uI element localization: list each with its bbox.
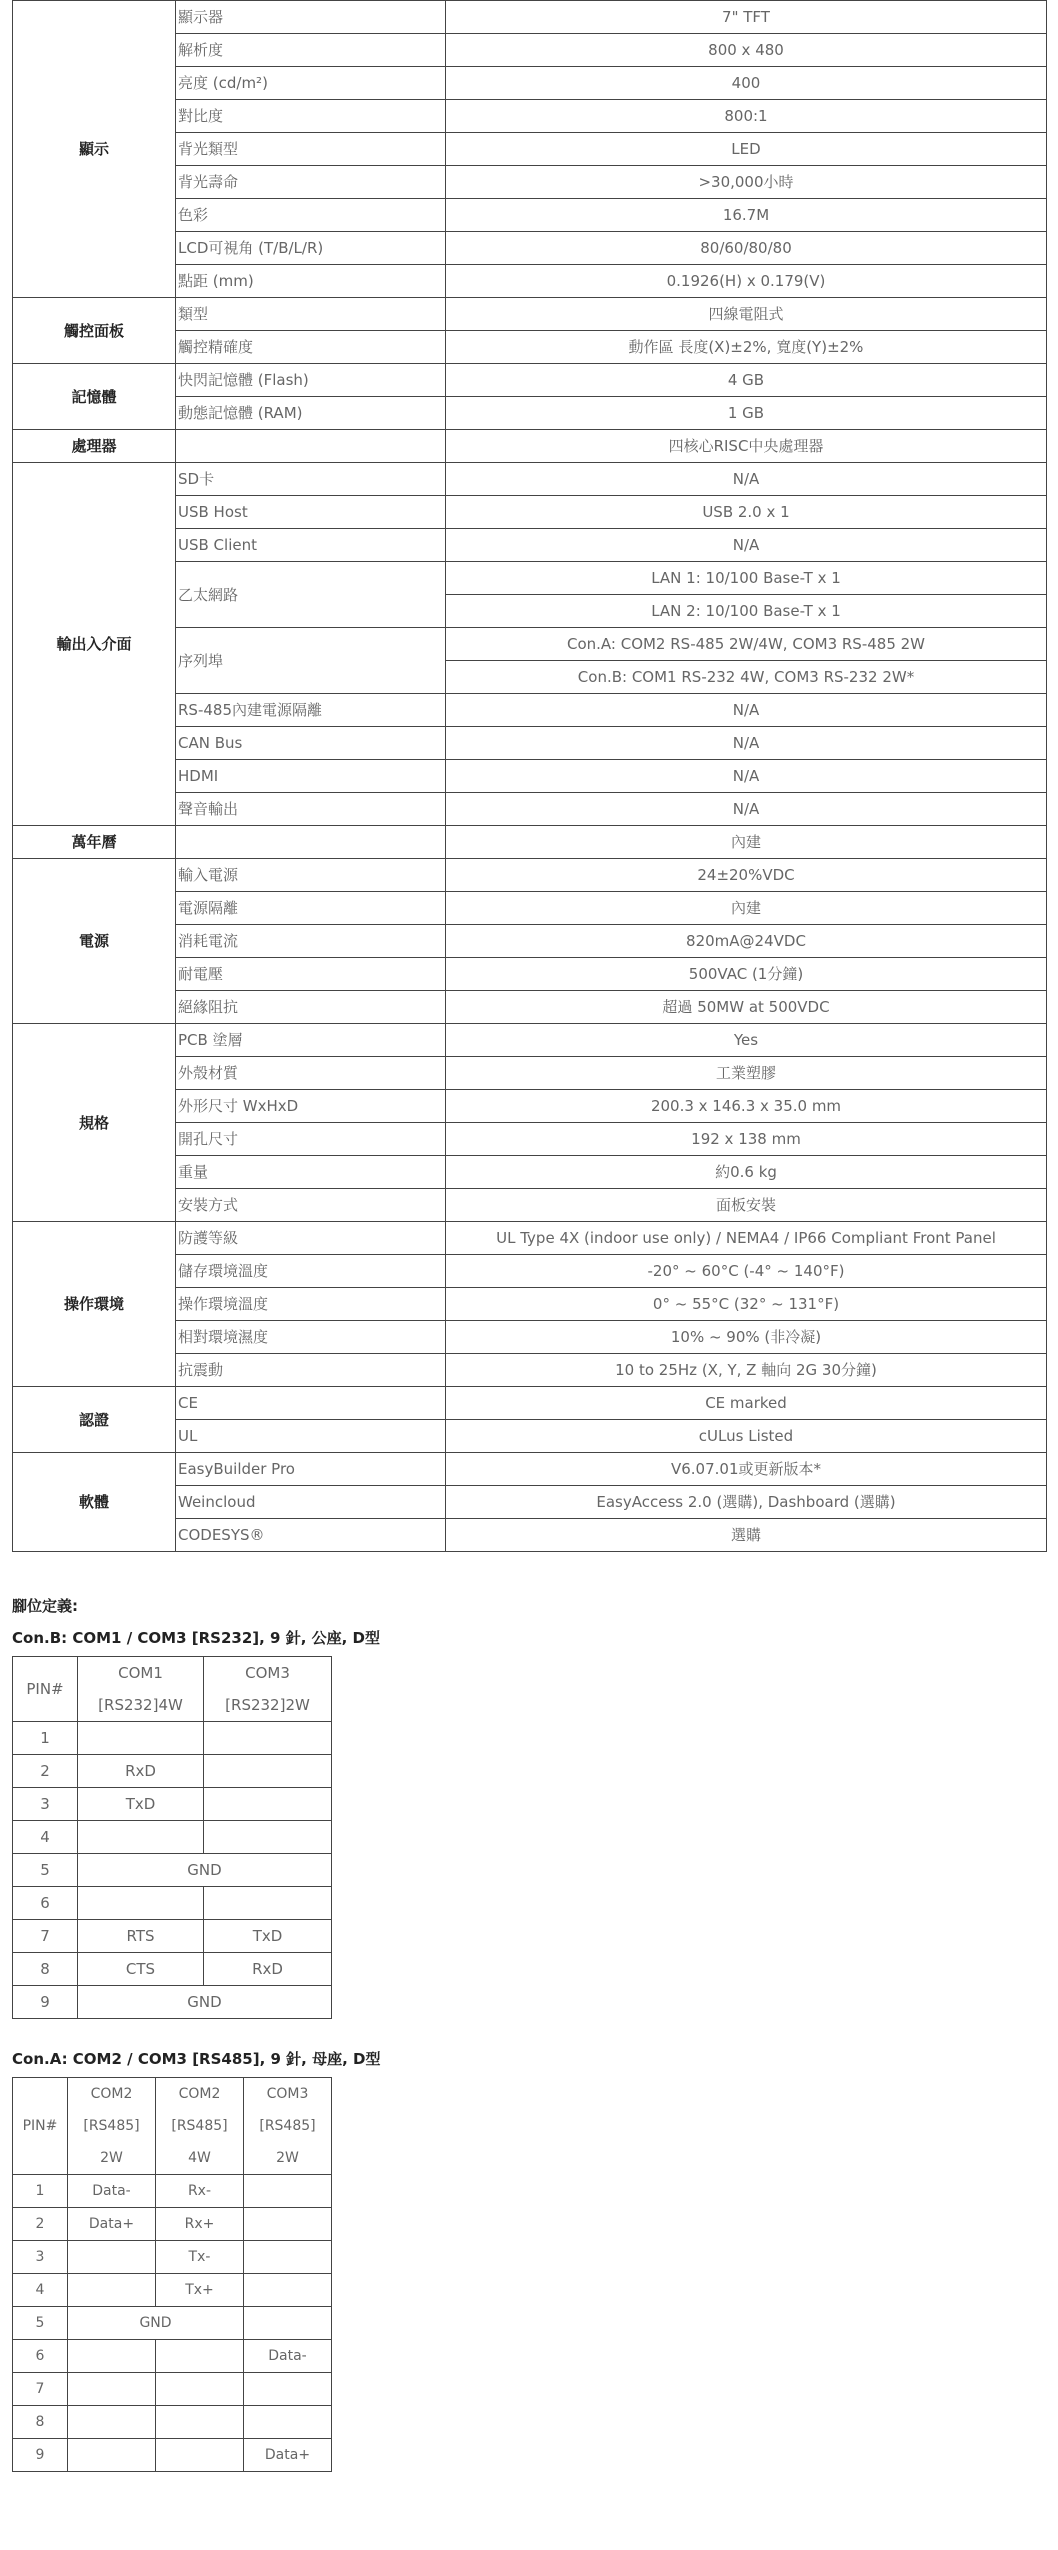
pin-signal <box>68 2373 156 2406</box>
pin-signal: Data+ <box>244 2439 332 2472</box>
spec-value: 0° ~ 55°C (32° ~ 131°F) <box>446 1288 1047 1321</box>
pin-signal <box>204 1755 332 1788</box>
pin-signal <box>244 2307 332 2340</box>
spec-value: N/A <box>446 793 1047 826</box>
spec-value: 800 x 480 <box>446 34 1047 67</box>
spec-row <box>13 430 1047 463</box>
spec-row <box>13 463 1047 496</box>
pin-signal: Tx+ <box>156 2274 244 2307</box>
spec-value: 面板安裝 <box>446 1189 1047 1222</box>
pin-number: 3 <box>13 2241 68 2274</box>
column-header-line: 4W <box>188 2150 211 2166</box>
spec-value: 內建 <box>446 892 1047 925</box>
pin-column-header <box>244 2078 332 2175</box>
spec-item: 外形尺寸 WxHxD <box>176 1090 446 1123</box>
spec-item: 亮度 (cd/m²) <box>176 67 446 100</box>
pin-header-row <box>13 1657 332 1722</box>
spec-value: 10% ~ 90% (非冷凝) <box>446 1321 1047 1354</box>
pin-signal <box>156 2439 244 2472</box>
con-a-pin-table <box>12 2077 332 2472</box>
pin-row <box>13 2175 332 2208</box>
spec-item: 對比度 <box>176 100 446 133</box>
spec-item: 外殼材質 <box>176 1057 446 1090</box>
pin-row <box>13 1986 332 2019</box>
spec-value: 超過 50MW at 500VDC <box>446 991 1047 1024</box>
spec-row <box>13 364 1047 397</box>
spec-item: LCD可視角 (T/B/L/R) <box>176 232 446 265</box>
pin-header: PIN# <box>13 1657 78 1722</box>
column-header-line: [RS485] <box>259 2118 316 2134</box>
spec-value: 約0.6 kg <box>446 1156 1047 1189</box>
spec-value: 四線電阻式 <box>446 298 1047 331</box>
spec-value: N/A <box>446 463 1047 496</box>
category-environment: 操作環境 <box>13 1222 176 1387</box>
pin-signal: RxD <box>78 1755 204 1788</box>
spec-row <box>13 1453 1047 1486</box>
pin-row <box>13 1920 332 1953</box>
pin-number: 1 <box>13 1722 78 1755</box>
spec-item: 色彩 <box>176 199 446 232</box>
spec-value: 內建 <box>446 826 1047 859</box>
category-software: 軟體 <box>13 1453 176 1552</box>
spec-value: 500VAC (1分鐘) <box>446 958 1047 991</box>
column-header-line: COM2 <box>90 2086 133 2102</box>
pin-number: 6 <box>13 1887 78 1920</box>
pin-row <box>13 2307 332 2340</box>
pin-column-header <box>78 1657 204 1722</box>
category-spec: 規格 <box>13 1024 176 1222</box>
pin-row <box>13 1887 332 1920</box>
pin-number: 9 <box>13 1986 78 2019</box>
pin-column-header <box>68 2078 156 2175</box>
spec-item <box>176 826 446 859</box>
spec-value: 0.1926(H) x 0.179(V) <box>446 265 1047 298</box>
spec-row <box>13 1024 1047 1057</box>
category-memory: 記憶體 <box>13 364 176 430</box>
pin-signal <box>244 2175 332 2208</box>
column-header-line: [RS232]2W <box>225 1696 310 1714</box>
spec-item: 背光類型 <box>176 133 446 166</box>
pin-row <box>13 2373 332 2406</box>
pin-signal <box>244 2274 332 2307</box>
pin-signal: RTS <box>78 1920 204 1953</box>
spec-value: LED <box>446 133 1047 166</box>
spec-item: 電源隔離 <box>176 892 446 925</box>
spec-value: Con.A: COM2 RS-485 2W/4W, COM3 RS-485 2W <box>446 628 1047 661</box>
spec-value: 16.7M <box>446 199 1047 232</box>
column-header-line: COM1 <box>118 1664 163 1682</box>
spec-item: 序列埠 <box>176 628 446 694</box>
category-certification: 認證 <box>13 1387 176 1453</box>
spec-item <box>176 430 446 463</box>
pin-number: 3 <box>13 1788 78 1821</box>
spec-item: USB Host <box>176 496 446 529</box>
pin-column-header <box>204 1657 332 1722</box>
spec-value: V6.07.01或更新版本* <box>446 1453 1047 1486</box>
pin-signal <box>244 2373 332 2406</box>
pin-signal: Data+ <box>68 2208 156 2241</box>
pin-number: 5 <box>13 2307 68 2340</box>
pin-signal <box>68 2340 156 2373</box>
pin-signal: RxD <box>204 1953 332 1986</box>
pin-row <box>13 1788 332 1821</box>
pin-signal <box>68 2439 156 2472</box>
spec-item: 重量 <box>176 1156 446 1189</box>
pin-number: 1 <box>13 2175 68 2208</box>
spec-value: USB 2.0 x 1 <box>446 496 1047 529</box>
spec-item: UL <box>176 1420 446 1453</box>
pin-number: 5 <box>13 1854 78 1887</box>
pin-signal: GND <box>68 2307 244 2340</box>
spec-value: LAN 1: 10/100 Base-T x 1 <box>446 562 1047 595</box>
pin-signal <box>244 2406 332 2439</box>
pin-row <box>13 1953 332 1986</box>
pin-signal <box>68 2241 156 2274</box>
pin-row <box>13 1854 332 1887</box>
pin-signal <box>204 1788 332 1821</box>
spec-value: Con.B: COM1 RS-232 4W, COM3 RS-232 2W* <box>446 661 1047 694</box>
pin-signal: Rx- <box>156 2175 244 2208</box>
spec-item: 消耗電流 <box>176 925 446 958</box>
column-header-line: 2W <box>276 2150 299 2166</box>
spec-value: 1 GB <box>446 397 1047 430</box>
pin-signal <box>156 2373 244 2406</box>
spec-value: 10 to 25Hz (X, Y, Z 軸向 2G 30分鐘) <box>446 1354 1047 1387</box>
spec-item: 開孔尺寸 <box>176 1123 446 1156</box>
spec-row <box>13 859 1047 892</box>
pin-signal <box>156 2340 244 2373</box>
spec-value: 工業塑膠 <box>446 1057 1047 1090</box>
pin-number: 2 <box>13 1755 78 1788</box>
pin-number: 7 <box>13 2373 68 2406</box>
spec-item: PCB 塗層 <box>176 1024 446 1057</box>
category-display: 顯示 <box>13 1 176 298</box>
spec-value: 24±20%VDC <box>446 859 1047 892</box>
pin-number: 8 <box>13 2406 68 2439</box>
pin-number: 7 <box>13 1920 78 1953</box>
pin-row <box>13 1821 332 1854</box>
spec-item: 耐電壓 <box>176 958 446 991</box>
spec-item: 輸入電源 <box>176 859 446 892</box>
pin-number: 4 <box>13 2274 68 2307</box>
pin-row <box>13 2241 332 2274</box>
spec-item: 觸控精確度 <box>176 331 446 364</box>
spec-item: 抗震動 <box>176 1354 446 1387</box>
column-header-line: [RS485] <box>83 2118 140 2134</box>
pin-signal <box>78 1821 204 1854</box>
spec-value: 4 GB <box>446 364 1047 397</box>
pin-column-header <box>156 2078 244 2175</box>
spec-value: cULus Listed <box>446 1420 1047 1453</box>
spec-row <box>13 1387 1047 1420</box>
pin-signal: Rx+ <box>156 2208 244 2241</box>
spec-item: SD卡 <box>176 463 446 496</box>
category-rtc: 萬年曆 <box>13 826 176 859</box>
spec-value: 400 <box>446 67 1047 100</box>
spec-value: N/A <box>446 694 1047 727</box>
spec-value: LAN 2: 10/100 Base-T x 1 <box>446 595 1047 628</box>
pin-signal <box>68 2406 156 2439</box>
spec-item: CE <box>176 1387 446 1420</box>
pin-signal: TxD <box>204 1920 332 1953</box>
pin-row <box>13 2439 332 2472</box>
spec-value: 800:1 <box>446 100 1047 133</box>
pin-definition-title: 腳位定義: <box>12 1597 78 1615</box>
spec-value: 820mA@24VDC <box>446 925 1047 958</box>
spec-item: HDMI <box>176 760 446 793</box>
spec-item: CAN Bus <box>176 727 446 760</box>
spec-item: RS-485內建電源隔離 <box>176 694 446 727</box>
spec-value: UL Type 4X (indoor use only) / NEMA4 / IP66 Compliant Front Panel <box>446 1222 1047 1255</box>
spec-item: 相對環境濕度 <box>176 1321 446 1354</box>
pin-signal <box>156 2406 244 2439</box>
pin-number: 4 <box>13 1821 78 1854</box>
pin-row <box>13 2274 332 2307</box>
spec-item: 儲存環境溫度 <box>176 1255 446 1288</box>
spec-item: 乙太網路 <box>176 562 446 628</box>
spec-item: Weincloud <box>176 1486 446 1519</box>
pin-signal: TxD <box>78 1788 204 1821</box>
pin-signal: GND <box>78 1986 332 2019</box>
spec-row <box>13 826 1047 859</box>
pin-row <box>13 2340 332 2373</box>
category-power: 電源 <box>13 859 176 1024</box>
pin-signal <box>68 2274 156 2307</box>
spec-row <box>13 298 1047 331</box>
spec-value: >30,000小時 <box>446 166 1047 199</box>
spec-value: N/A <box>446 760 1047 793</box>
spec-value: 選購 <box>446 1519 1047 1552</box>
spec-item: 操作環境溫度 <box>176 1288 446 1321</box>
pin-row <box>13 2208 332 2241</box>
column-header-line: [RS485] <box>171 2118 228 2134</box>
con-b-title: Con.B: COM1 / COM3 [RS232], 9 針, 公座, D型 <box>12 1629 380 1647</box>
con-a-title: Con.A: COM2 / COM3 [RS485], 9 針, 母座, D型 <box>12 2050 381 2068</box>
spec-table <box>12 0 1047 1552</box>
spec-item: 解析度 <box>176 34 446 67</box>
spec-item: 防護等級 <box>176 1222 446 1255</box>
pin-number: 9 <box>13 2439 68 2472</box>
spec-item: 聲音輸出 <box>176 793 446 826</box>
pin-row <box>13 1722 332 1755</box>
pin-signal <box>244 2208 332 2241</box>
pin-signal <box>78 1887 204 1920</box>
spec-item: 背光壽命 <box>176 166 446 199</box>
spec-value: 80/60/80/80 <box>446 232 1047 265</box>
pin-signal: Tx- <box>156 2241 244 2274</box>
pin-signal: Data- <box>68 2175 156 2208</box>
pin-signal <box>204 1821 332 1854</box>
spec-item: 顯示器 <box>176 1 446 34</box>
spec-item: 類型 <box>176 298 446 331</box>
pin-number: 6 <box>13 2340 68 2373</box>
spec-item: EasyBuilder Pro <box>176 1453 446 1486</box>
category-processor: 處理器 <box>13 430 176 463</box>
pin-header: PIN# <box>13 2078 68 2175</box>
pin-signal: GND <box>78 1854 332 1887</box>
pin-number: 8 <box>13 1953 78 1986</box>
column-header-line: [RS232]4W <box>98 1696 183 1714</box>
spec-value: CE marked <box>446 1387 1047 1420</box>
spec-row <box>13 1222 1047 1255</box>
spec-value: 四核心RISC中央處理器 <box>446 430 1047 463</box>
spec-value: 7" TFT <box>446 1 1047 34</box>
spec-item: 安裝方式 <box>176 1189 446 1222</box>
category-touch-panel: 觸控面板 <box>13 298 176 364</box>
spec-value: 動作區 長度(X)±2%, 寬度(Y)±2% <box>446 331 1047 364</box>
spec-item: CODESYS® <box>176 1519 446 1552</box>
column-header-line: COM3 <box>266 2086 309 2102</box>
spec-item: 快閃記憶體 (Flash) <box>176 364 446 397</box>
pin-row <box>13 2406 332 2439</box>
pin-row <box>13 1755 332 1788</box>
spec-value: -20° ~ 60°C (-4° ~ 140°F) <box>446 1255 1047 1288</box>
spec-item: USB Client <box>176 529 446 562</box>
spec-value: N/A <box>446 727 1047 760</box>
pin-signal <box>204 1887 332 1920</box>
column-header-line: COM3 <box>245 1664 290 1682</box>
spec-item: 絕緣阻抗 <box>176 991 446 1024</box>
pin-signal <box>204 1722 332 1755</box>
spec-value: 200.3 x 146.3 x 35.0 mm <box>446 1090 1047 1123</box>
spec-value: Yes <box>446 1024 1047 1057</box>
spec-row <box>13 1 1047 34</box>
con-b-pin-table <box>12 1656 332 2019</box>
pin-signal: Data- <box>244 2340 332 2373</box>
pin-signal <box>244 2241 332 2274</box>
spec-item: 動態記憶體 (RAM) <box>176 397 446 430</box>
category-io: 輸出入介面 <box>13 463 176 826</box>
spec-value: N/A <box>446 529 1047 562</box>
pin-signal: CTS <box>78 1953 204 1986</box>
column-header-line: 2W <box>100 2150 123 2166</box>
pin-signal <box>78 1722 204 1755</box>
pin-number: 2 <box>13 2208 68 2241</box>
spec-value: EasyAccess 2.0 (選購), Dashboard (選購) <box>446 1486 1047 1519</box>
pin-header-row <box>13 2078 332 2175</box>
spec-item: 點距 (mm) <box>176 265 446 298</box>
column-header-line: COM2 <box>178 2086 221 2102</box>
spec-value: 192 x 138 mm <box>446 1123 1047 1156</box>
